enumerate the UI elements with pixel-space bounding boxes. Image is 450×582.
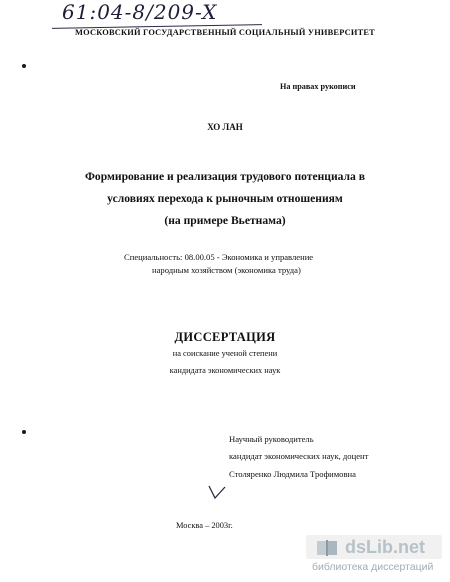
handwritten-archive-code: 61:04-8/209-X: [62, 0, 218, 24]
scan-dot-bottom: [22, 430, 26, 434]
author-name: ХО ЛАН: [207, 122, 243, 132]
supervisor-name: Столяренко Людмила Трофимовна: [229, 469, 356, 479]
watermark-logo-icon: [316, 538, 340, 558]
scan-dot-top: [22, 64, 26, 68]
watermark-tagline: библиотека диссертаций: [312, 561, 434, 573]
manuscript-rights-label: На правах рукописи: [280, 82, 356, 91]
supervisor-rank: кандидат экономических наук, доцент: [229, 451, 369, 461]
document-type-heading: ДИССЕРТАЦИЯ: [174, 330, 276, 344]
university-name: МОСКОВСКИЙ ГОСУДАРСТВЕННЫЙ СОЦИАЛЬНЫЙ УНИВЕРСИТЕТ: [75, 28, 375, 37]
title-line-1: Формирование и реализация трудового потенциала в: [84, 170, 366, 183]
degree-line-1: на соискание ученой степени: [172, 349, 278, 358]
specialty-line-1: Специальность: 08.00.05 - Экономика и управление: [124, 252, 314, 262]
title-line-3: (на примере Вьетнама): [164, 214, 286, 227]
pen-check-mark: [206, 482, 228, 504]
title-line-2: условиях перехода к рыночным отношениям: [107, 192, 343, 205]
degree-line-2: кандидата экономических наук: [169, 366, 281, 375]
supervisor-role: Научный руководитель: [229, 434, 314, 444]
place-and-year: Москва – 2003г.: [176, 521, 233, 530]
specialty-line-2: народным хозяйством (экономика труда): [152, 265, 301, 275]
watermark-brand: dsLib.net: [345, 537, 425, 557]
